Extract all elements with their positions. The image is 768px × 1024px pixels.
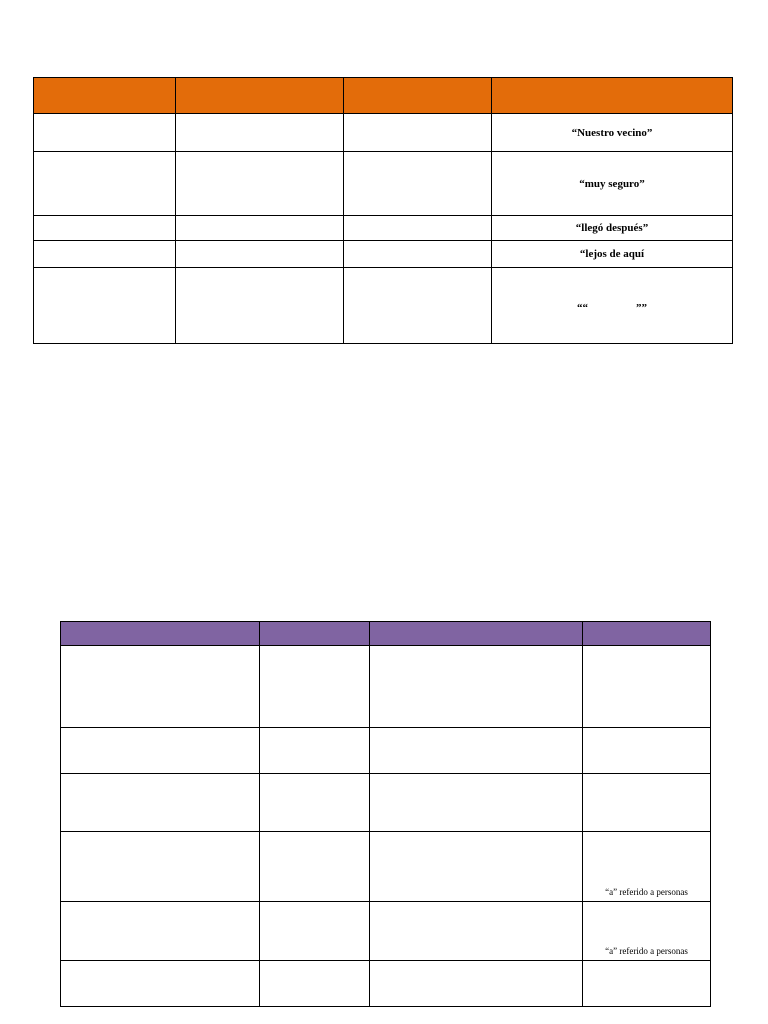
header-cell <box>370 622 583 646</box>
table-cell <box>176 216 344 241</box>
table-cell <box>370 774 583 832</box>
table-row <box>34 268 733 344</box>
note-cell <box>583 728 711 774</box>
table-row <box>61 832 711 902</box>
table-cell <box>34 268 176 344</box>
table-header-row <box>34 78 733 114</box>
table-cell <box>61 961 260 1007</box>
table-cell <box>344 152 492 216</box>
table-header-row <box>61 622 711 646</box>
table-cell <box>370 961 583 1007</box>
note-cell: “a” referido a personas <box>583 832 711 902</box>
example-cell: “Nuestro vecino” <box>492 114 733 152</box>
example-cell: “muy seguro” <box>492 152 733 216</box>
table-cell <box>61 902 260 961</box>
table-cell <box>34 114 176 152</box>
table-cell <box>176 114 344 152</box>
header-cell <box>344 78 492 114</box>
header-cell <box>492 78 733 114</box>
close-quote: ” <box>636 301 642 314</box>
table-row <box>61 774 711 832</box>
empty-quotes-cell <box>492 268 733 344</box>
table-cell <box>344 241 492 268</box>
note-cell <box>583 961 711 1007</box>
table-row <box>61 646 711 728</box>
example-cell: “llegó después” <box>492 216 733 241</box>
table-cell <box>370 646 583 728</box>
table-cell <box>61 774 260 832</box>
table-row <box>61 902 711 961</box>
table-cell <box>34 216 176 241</box>
header-cell <box>260 622 370 646</box>
table-row <box>34 114 733 152</box>
table-cell <box>260 902 370 961</box>
table-row <box>34 152 733 216</box>
purple-header-table <box>60 621 711 1007</box>
orange-header-table <box>33 77 733 344</box>
table-cell <box>344 114 492 152</box>
table-row <box>34 216 733 241</box>
table-cell <box>260 728 370 774</box>
table-cell <box>61 728 260 774</box>
open-quote: “ <box>582 301 588 314</box>
table-cell <box>61 832 260 902</box>
table-cell <box>61 646 260 728</box>
table-cell <box>370 728 583 774</box>
table-cell <box>34 241 176 268</box>
table-cell <box>176 241 344 268</box>
note-cell: “a” referido a personas <box>583 902 711 961</box>
header-cell <box>61 622 260 646</box>
open-quote: “ <box>577 301 583 314</box>
table-cell <box>34 152 176 216</box>
table-cell <box>260 832 370 902</box>
table-cell <box>344 268 492 344</box>
table-cell <box>260 961 370 1007</box>
table-row <box>61 961 711 1007</box>
note-cell <box>583 646 711 728</box>
table-cell <box>370 832 583 902</box>
table-cell <box>176 268 344 344</box>
header-cell <box>34 78 176 114</box>
example-cell: “lejos de aquí <box>492 241 733 268</box>
table-cell <box>260 774 370 832</box>
table-row <box>61 728 711 774</box>
header-cell <box>583 622 711 646</box>
header-cell <box>176 78 344 114</box>
note-cell <box>583 774 711 832</box>
table-cell <box>344 216 492 241</box>
table-cell <box>370 902 583 961</box>
table-cell <box>176 152 344 216</box>
close-quote: ” <box>641 301 647 314</box>
table-cell <box>260 646 370 728</box>
table-row <box>34 241 733 268</box>
